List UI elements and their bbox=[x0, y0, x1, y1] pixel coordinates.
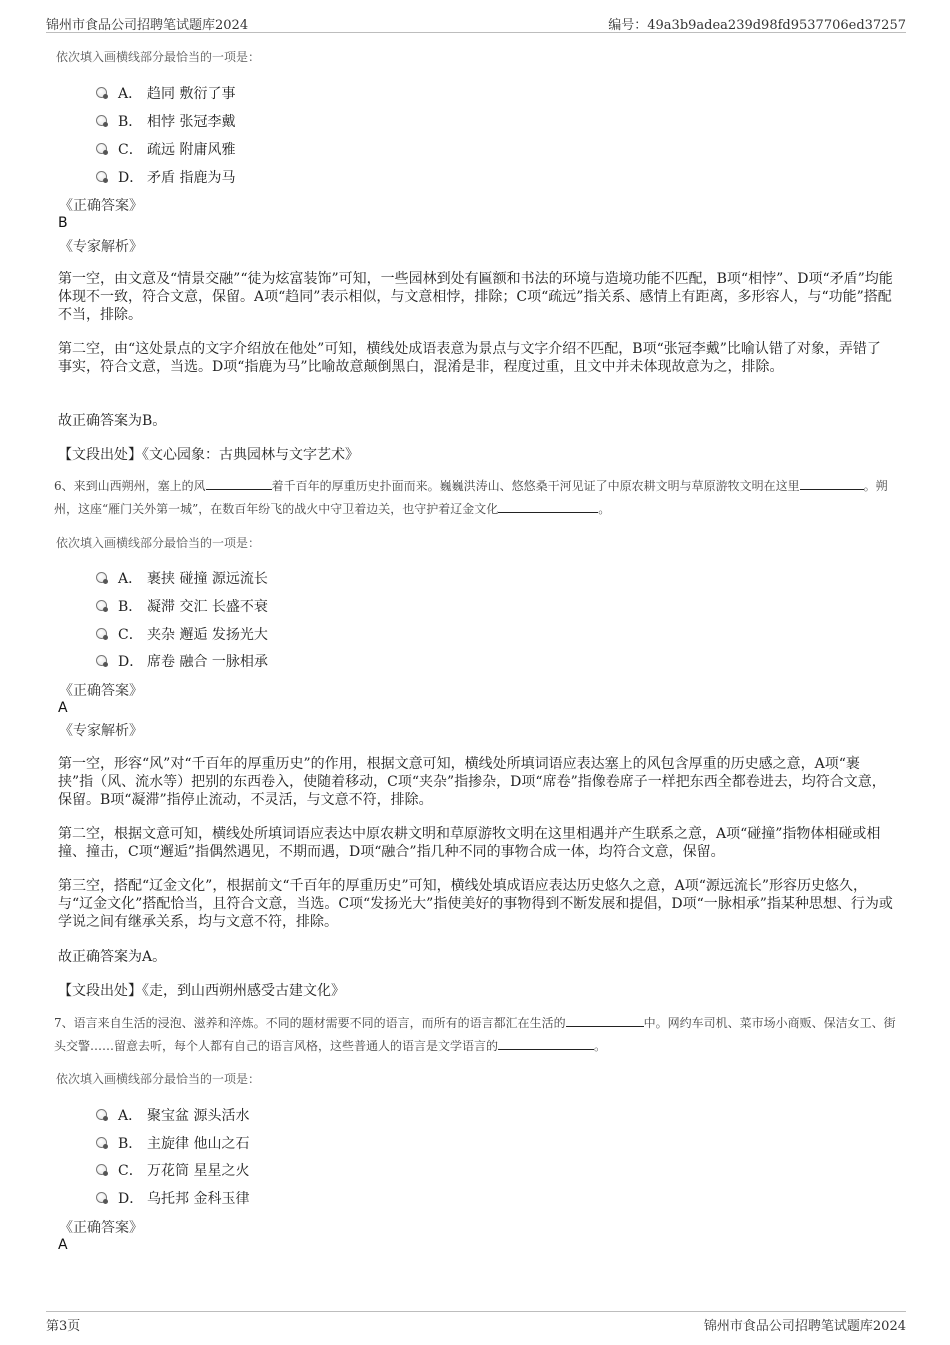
q6-text-d: 。 bbox=[598, 502, 611, 516]
q6-stem bbox=[54, 475, 896, 521]
option-text: 疏远 附庸风雅 bbox=[147, 142, 236, 158]
option-letter: A． bbox=[118, 86, 143, 102]
option-text: 乌托邦 金科玉律 bbox=[147, 1191, 250, 1207]
q6-analysis-heading: 《专家解析》 bbox=[59, 723, 143, 739]
q7-blank-1 bbox=[566, 1014, 644, 1027]
radio-icon[interactable] bbox=[96, 655, 107, 666]
option-letter: C． bbox=[118, 142, 143, 158]
page-number: 第3页 bbox=[46, 1319, 81, 1334]
q5-answer: B bbox=[58, 215, 68, 231]
radio-icon[interactable] bbox=[96, 115, 107, 126]
q6-analysis-3: 第三空，搭配“辽金文化”，根据前文“千百年的厚重历史”可知，横线处填成语应表达历史悠久之意，A项“源远流长”形容历史悠久，与“辽金文化”搭配恰当，且符合文意，当选。C项“发扬光大”指使美好的事物得到不断发展和提倡，D项“一脉相承”指某种思想、行为或学说之间有继承关系，均与文意不符，排除。 bbox=[58, 878, 893, 930]
q5-analysis-heading: 《专家解析》 bbox=[59, 239, 143, 255]
radio-icon[interactable] bbox=[96, 143, 107, 154]
q5-conclusion: 故正确答案为B。 bbox=[58, 413, 167, 429]
q7-blank-2 bbox=[498, 1037, 594, 1050]
q5-analysis-2: 第二空，由“这处景点的文字介绍放在他处”可知，横线处成语表意为景点与文字介绍不匹配，B项“张冠李戴”比喻认错了对象，弄错了事实，符合文意，当选。D项“指鹿为马”比喻故意颠倒黑白，混淆是非，程度过重，且文中并未体现故意为之，排除。 bbox=[58, 341, 881, 375]
radio-icon[interactable] bbox=[96, 1192, 107, 1203]
header-code: 编号：49a3b9adea239d98fd9537706ed37257 bbox=[608, 18, 906, 33]
q6-analysis-1: 第一空，形容“风”对“千百年的厚重历史”的作用，根据文意可知，横线处所填词语应表达塞上的风包含厚重的历史感之意，A项“裹挟”指（风、流水等）把别的东西卷入，使随着移动，C项“夹杂”指掺杂，D项“席卷”指像卷席子一样把东西全都卷进去，均符合文意，保留。B项“凝滞”指停止流动，不灵活，与文意不符，排除。 bbox=[58, 756, 886, 808]
option-letter: B． bbox=[118, 599, 143, 615]
page-header bbox=[46, 12, 906, 33]
option-letter: A． bbox=[118, 571, 143, 587]
q6-text-a: 6、来到山西朔州，塞上的风 bbox=[54, 479, 206, 493]
footer-title: 锦州市食品公司招聘笔试题库2024 bbox=[703, 1319, 906, 1334]
radio-icon[interactable] bbox=[96, 1164, 107, 1175]
option-letter: C． bbox=[118, 1163, 143, 1179]
option-text: 裹挟 碰撞 源远流长 bbox=[147, 571, 268, 587]
q7-text-a: 7、语言来自生活的浸泡、滋养和淬炼。不同的题材需要不同的语言，而所有的语言都汇在生活的 bbox=[54, 1016, 566, 1030]
option-letter: D． bbox=[118, 1191, 144, 1207]
radio-icon[interactable] bbox=[96, 628, 107, 639]
q5-source: 【文段出处】《文心园象：古典园林与文字艺术》 bbox=[58, 447, 359, 463]
q6-analysis-2: 第二空，根据文意可知，横线处所填词语应表达中原农耕文明和草原游牧文明在这里相遇并产生联系之意，A项“碰撞”指物体相碰或相撞、撞击，C项“邂逅”指偶然遇见，不期而遇，D项“融合”指几种不同的事物合成一体，均符合文意，保留。 bbox=[58, 826, 881, 860]
option-text: 凝滞 交汇 长盛不衰 bbox=[147, 599, 268, 615]
option-letter: B． bbox=[118, 1136, 143, 1152]
q6-answer: A bbox=[58, 700, 68, 716]
q6-answer-heading: 《正确答案》 bbox=[59, 683, 143, 699]
q6-conclusion: 故正确答案为A。 bbox=[58, 949, 167, 965]
q7-answer-heading: 《正确答案》 bbox=[59, 1220, 143, 1236]
page-footer bbox=[46, 1311, 906, 1334]
q6-source: 【文段出处】《走，到山西朔州感受古建文化》 bbox=[58, 983, 345, 999]
q7-text-b: 中。网约车司机、菜市场小商贩、保洁女工、街头交警……留意去听，每个人都有自己的语言风格，这些普通人的语言是文学语言的 bbox=[54, 1016, 896, 1053]
option-letter: D． bbox=[118, 170, 144, 186]
option-text: 相悖 张冠李戴 bbox=[147, 114, 236, 130]
radio-icon[interactable] bbox=[96, 1109, 107, 1120]
radio-icon[interactable] bbox=[96, 1137, 107, 1148]
q6-text-b: 着千百年的厚重历史扑面而来。巍巍洪涛山、悠悠桑干河见证了中原农耕文明与草原游牧文明在这里 bbox=[271, 479, 800, 493]
q6-blank-1 bbox=[206, 477, 272, 490]
option-letter: D． bbox=[118, 654, 144, 670]
q7-answer: A bbox=[58, 1237, 68, 1253]
q6-instruction: 依次填入画横线部分最恰当的一项是： bbox=[56, 536, 261, 550]
option-letter: B． bbox=[118, 114, 143, 130]
option-letter: C． bbox=[118, 627, 143, 643]
q7-stem bbox=[54, 1012, 896, 1058]
header-title: 锦州市食品公司招聘笔试题库2024 bbox=[46, 18, 249, 33]
option-text: 聚宝盆 源头活水 bbox=[147, 1108, 250, 1124]
q5-instruction: 依次填入画横线部分最恰当的一项是： bbox=[56, 50, 261, 64]
q6-blank-2 bbox=[800, 477, 864, 490]
q5-answer-heading: 《正确答案》 bbox=[59, 198, 143, 214]
option-text: 趋同 敷衍了事 bbox=[147, 86, 236, 102]
q6-blank-3 bbox=[498, 500, 598, 513]
option-text: 夹杂 邂逅 发扬光大 bbox=[147, 627, 268, 643]
q7-instruction: 依次填入画横线部分最恰当的一项是： bbox=[56, 1072, 261, 1086]
option-text: 万花筒 星星之火 bbox=[147, 1163, 250, 1179]
q5-analysis-1: 第一空，由文意及“情景交融”“徒为炫富装饰”可知，一些园林到处有匾额和书法的环境与造境功能不匹配，B项“相悖”、D项“矛盾”均能体现不一致，符合文意，保留。A项“趋同”表示相似，与文意相悖，排除；C项“疏远”指关系、感情上有距离，多形容人，与“功能”搭配不当，排除。 bbox=[58, 271, 893, 323]
radio-icon[interactable] bbox=[96, 171, 107, 182]
option-text: 席卷 融合 一脉相承 bbox=[147, 654, 268, 670]
option-text: 矛盾 指鹿为马 bbox=[147, 170, 236, 186]
q6-text-c: 。朔州，这座“雁门关外第一城”，在数百年纷飞的战火中守卫着边关，也守护着辽金文化 bbox=[54, 479, 888, 516]
radio-icon[interactable] bbox=[96, 87, 107, 98]
radio-icon[interactable] bbox=[96, 600, 107, 611]
q7-text-c: 。 bbox=[594, 1039, 607, 1053]
radio-icon[interactable] bbox=[96, 572, 107, 583]
option-letter: A． bbox=[118, 1108, 143, 1124]
option-text: 主旋律 他山之石 bbox=[147, 1136, 250, 1152]
